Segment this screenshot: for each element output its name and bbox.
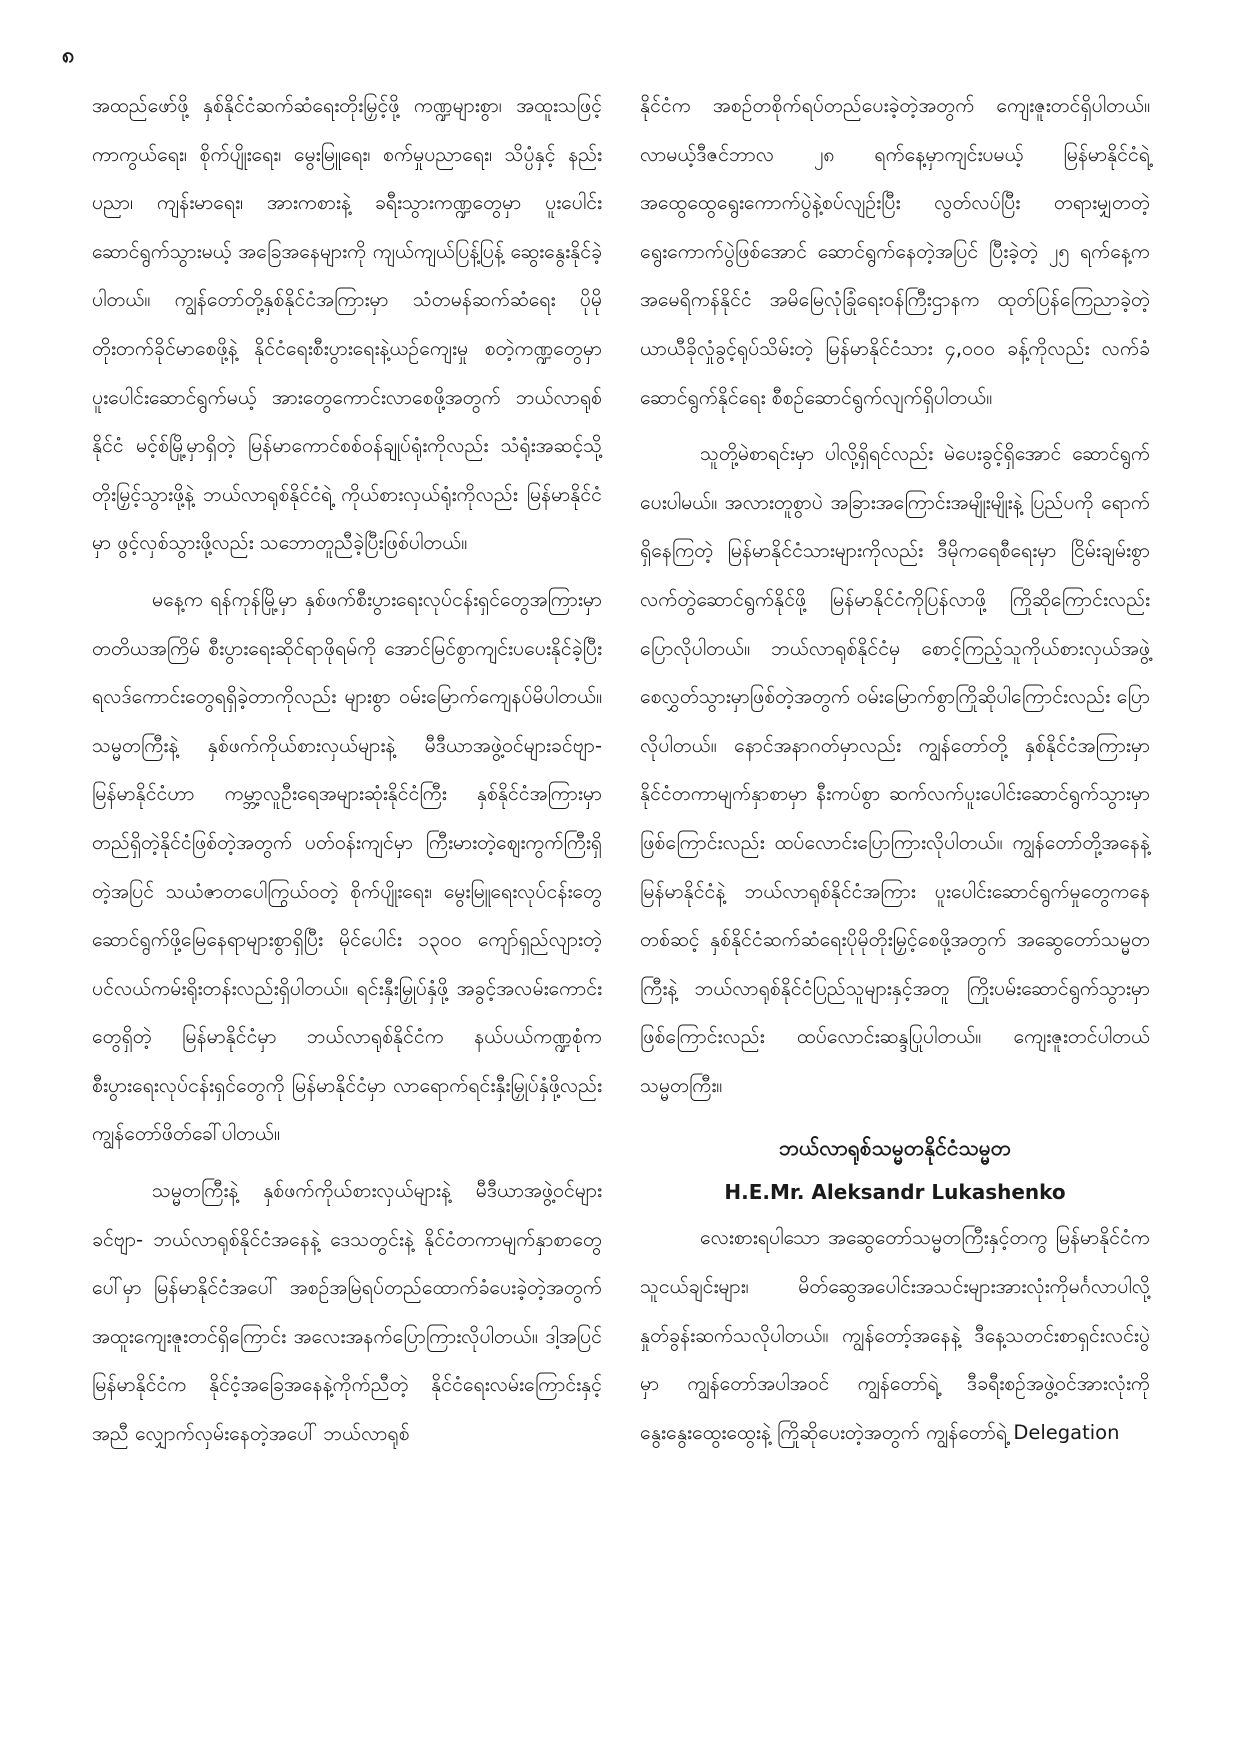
paragraph: လေးစားရပါသော အဆွေတော်သမ္မတကြီးနှင့်တကွ မြန်မာနိုင်ငံက သူငယ်ချင်းများ၊ မိတ်ဆွေအပေါင်းအသင်းများအားလုံးကိုမင်္ဂလာပါလို့ နှုတ်ခွန်းဆက်သလိုပါတယ်။ ကျွန်တော့်အနေနဲ့ ဒီနေ့သတင်းစာရှင်းလင်းပွဲမှာ ကျွန်တော်အပါအဝင် ကျွန်တော်ရဲ့ ဒီခရီးစဉ်အဖွဲ့ဝင်အားလုံးကို နွေးနွေးထွေးထွေးနဲ့ ကြိုဆိုပေးတဲ့အတွက် ကျွန်တော်ရဲ့ Delegation bbox=[640, 1226, 1150, 1444]
paragraph: မနေ့က ရန်ကုန်မြို့မှာ နှစ်ဖက်စီးပွားရေးလုပ်ငန်းရှင်တွေအကြားမှာ တတိယအကြိမ် စီးပွားရေးဆိုင်ရာဖိုရမ်ကို အောင်မြင်စွာကျင်းပပေးနိုင်ခဲ့ပြီး ရလဒ်ကောင်းတွေရရှိခဲ့တာကိုလည်း များစွာ ဝမ်းမြောက်ကျေနပ်မိပါတယ်။ သမ္မတကြီးနဲ့ နှစ်ဖက်ကိုယ်စားလှယ်များနဲ့ မီဒီယာအဖွဲ့ဝင်များခင်ဗျာ- မြန်မာနိုင်ငံဟာ ကမ္ဘာ့လူဦးရေအများဆုံးနိုင်ငံကြီး နှစ်နိုင်ငံအကြားမှာ တည်ရှိတဲ့နိုင်ငံဖြစ်တဲ့အတွက် ပတ်ဝန်းကျင်မှာ ကြီးမားတဲ့ဈေးကွက်ကြီးရှိတဲ့အပြင် သယံဇာတပေါကြွယ်ဝတဲ့ စိုက်ပျိုးရေး၊ မွေးမြူရေးလုပ်ငန်းတွေ ဆောင်ရွက်ဖို့မြေနေရာများစွာရှိပြီး မိုင်ပေါင်း ၁၃၀၀ ကျော်ရှည်လျားတဲ့ ပင်လယ်ကမ်းရိုးတန်းလည်းရှိပါတယ်။ ရင်းနှီးမြှုပ်နှံဖို့ အခွင့်အလမ်းကောင်းတွေရှိတဲ့ မြန်မာနိုင်ငံမှာ ဘယ်လာရုစ်နိုင်ငံက နယ်ပယ်ကဏ္ဍစုံက စီးပွားရေးလုပ်ငန်းရှင်တွေကို မြန်မာနိုင်ငံမှာ လာရောက်ရင်းနှီးမြှုပ်နှံဖို့လည်း ကျွန်တော်ဖိတ်ခေါ်ပါတယ်။ bbox=[92, 587, 602, 1146]
section-subtitle: H.E.Mr. Aleksandr Lukashenko bbox=[724, 1180, 1066, 1205]
right-column bbox=[640, 82, 1150, 1465]
paragraph: သမ္မတကြီးနဲ့ နှစ်ဖက်ကိုယ်စားလှယ်များနဲ့ မီဒီယာအဖွဲ့ဝင်များ ခင်ဗျာ- ဘယ်လာရုစ်နိုင်ငံအနေနဲ့ ဒေသတွင်းနဲ့ နိုင်ငံတကာမျက်နှာစာတွေပေါ်မှာ မြန်မာနိုင်ငံအပေါ် အစဉ်အမြဲရပ်တည်ထောက်ခံပေးခဲ့တဲ့အတွက် အထူးကျေးဇူးတင်ရှိကြောင်း အလေးအနက်ပြောကြားလိုပါတယ်။ ဒါ့အပြင် မြန်မာနိုင်ငံက နိုင်ငံ့အခြေအနေနဲ့ကိုက်ညီတဲ့ နိုင်ငံရေးလမ်းကြောင်းနှင့်အညီ လျှောက်လှမ်းနေတဲ့အပေါ် ဘယ်လာရုစ် bbox=[92, 1179, 602, 1446]
paragraph: သူတို့မဲစာရင်းမှာ ပါလို့ရှိရင်လည်း မဲပေးခွင့်ရှိအောင် ဆောင်ရွက်ပေးပါမယ်။ အလားတူစွာပဲ အခြားအကြောင်းအမျိုးမျိုးနဲ့ ပြည်ပကို ရောက်ရှိနေကြတဲ့ မြန်မာနိုင်ငံသားများကိုလည်း ဒီမိုကရေစီရေးမှာ ငြိမ်းချမ်းစွာ လက်တွဲဆောင်ရွက်နိုင်ဖို့ မြန်မာနိုင်ငံကိုပြန်လာဖို့ ကြိုဆိုကြောင်းလည်း ပြောလိုပါတယ်။ ဘယ်လာရုစ်နိုင်ငံမှ စောင့်ကြည့်သူကိုယ်စားလှယ်အဖွဲ့ စေလွှတ်သွားမှာဖြစ်တဲ့အတွက် ဝမ်းမြောက်စွာကြိုဆိုပါကြောင်းလည်း ပြောလိုပါတယ်။ နောင်အနာဂတ်မှာလည်း ကျွန်တော်တို့ နှစ်နိုင်ငံအကြားမှာ နိုင်ငံတကာမျက်နှာစာမှာ နီးကပ်စွာ ဆက်လက်ပူးပေါင်းဆောင်ရွက်သွားမှာ ဖြစ်ကြောင်းလည်း ထပ်လောင်းပြောကြားလိုပါတယ်။ ကျွန်တော်တို့အနေနဲ့ မြန်မာနိုင်ငံနဲ့ ဘယ်လာရုစ်နိုင်ငံအကြား ပူးပေါင်းဆောင်ရွက်မှုတွေကနေတစ်ဆင့် နှစ်နိုင်ငံဆက်ဆံရေးပိုမိုတိုးမြှင့်စေဖို့အတွက် အဆွေတော်သမ္မတကြီးနဲ့ ဘယ်လာရုစ်နိုင်ငံပြည်သူများနှင့်အတူ ကြိုးပမ်းဆောင်ရွက်သွားမှာဖြစ်ကြောင်းလည်း ထပ်လောင်းဆန္ဒပြုပါတယ်။ ကျေးဇူးတင်ပါတယ် သမ္မတကြီး။ bbox=[640, 442, 1150, 1097]
section-title: ဘယ်လာရုစ်သမ္မတနိုင်ငံသမ္မတ bbox=[778, 1136, 1012, 1161]
paragraph: အထည်ဖော်ဖို့ နှစ်နိုင်ငံဆက်ဆံရေးတိုးမြှင့်ဖို့ ကဏ္ဍများစွာ၊ အထူးသဖြင့် ကာကွယ်ရေး၊ စိုက်ပျိုးရေး၊ မွေးမြူရေး၊ စက်မှုပညာရေး၊ သိပ္ပံနှင့် နည်းပညာ၊ ကျန်းမာရေး၊ အားကစားနဲ့ ခရီးသွားကဏ္ဍတွေမှာ ပူးပေါင်းဆောင်ရွက်သွားမယ့် အခြေအနေများကို ကျယ်ကျယ်ပြန့်ပြန့် ဆွေးနွေးနိုင်ခဲ့ပါတယ်။ ကျွန်တော်တို့နှစ်နိုင်ငံအကြားမှာ သံတမန်ဆက်ဆံရေး ပိုမိုတိုးတက်ခိုင်မာစေဖို့နဲ့ နိုင်ငံရေးစီးပွားရေးနဲ့ယဉ်ကျေးမှု စတဲ့ကဏ္ဍတွေမှာ ပူးပေါင်းဆောင်ရွက်မယ့် အားတွေကောင်းလာစေဖို့အတွက် ဘယ်လာရုစ်နိုင်ငံ မင့်စ်မြို့မှာရှိတဲ့ မြန်မာကောင်စစ်ဝန်ချုပ်ရုံးကိုလည်း သံရုံးအဆင့်သို့ တိုးမြှင့်သွားဖို့နဲ့ ဘယ်လာရုစ်နိုင်ငံရဲ့ ကိုယ်စားလှယ်ရုံးကိုလည်း မြန်မာနိုင်ငံမှာ ဖွင့်လှစ်သွားဖို့လည်း သဘောတူညီခဲ့ပြီးဖြစ်ပါတယ်။ bbox=[92, 94, 602, 555]
left-column bbox=[92, 82, 602, 1467]
page-number: ၈ bbox=[62, 43, 75, 68]
paragraph: နိုင်ငံက အစဉ်တစိုက်ရပ်တည်ပေးခဲ့တဲ့အတွက် ကျေးဇူးတင်ရှိပါတယ်။ လာမယ့်ဒီဇင်ဘာလ ၂၈ ရက်နေ့မှာကျင်းပမယ့် မြန်မာနိုင်ငံရဲ့အထွေထွေရွေးကောက်ပွဲနဲ့စပ်လျဉ်းပြီး လွတ်လပ်ပြီး တရားမျှတတဲ့ ရွေးကောက်ပွဲဖြစ်အောင် ဆောင်ရွက်နေတဲ့အပြင် ပြီးခဲ့တဲ့ ၂၅ ရက်နေ့က အမေရိကန်နိုင်ငံ အမိမြေလုံခြုံရေးဝန်ကြီးဌာနက ထုတ်ပြန်ကြေညာခဲ့တဲ့ ယာယီခိုလှုံခွင့်ရုပ်သိမ်းတဲ့ မြန်မာနိုင်ငံသား ၄,၀၀၀ ခန့်ကိုလည်း လက်ခံဆောင်ရွက်နိုင်ရေး စီစဉ်ဆောင်ရွက်လျက်ရှိပါတယ်။ bbox=[640, 94, 1150, 409]
